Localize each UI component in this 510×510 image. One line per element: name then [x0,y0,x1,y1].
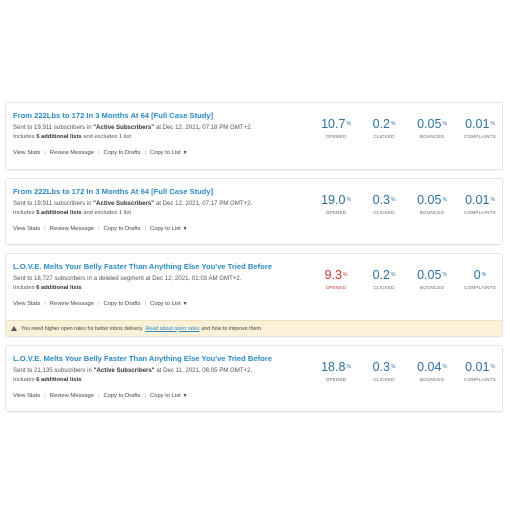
campaign-title-link[interactable]: L.O.V.E. Melts Your Belly Faster Than Anything Else You've Tried Before [13,262,272,271]
includes-prefix: Includes [13,377,37,383]
copy-to-list-label: Copy to List [150,301,181,307]
caret-down-icon: ▼ [182,301,188,307]
stat-value: 0.3 [372,193,390,207]
stat-label: COMPLAINTS [464,210,496,215]
stat-label: OPENED [325,377,347,382]
separator: | [144,150,147,156]
sent-suffix: at Dec 11, 2021, 06:05 PM GMT+2. [154,367,253,374]
stat-opened [312,268,360,290]
stat-value: 0.05 [417,268,442,282]
stat-complaints [456,360,504,382]
sent-prefix: Sent to 21,135 subscribers in [13,367,94,374]
campaign-actions [13,393,188,399]
stat-unit: % [442,272,447,278]
stat-unit: % [346,197,351,203]
stat-bounced [408,117,456,139]
campaign-sent-info: Sent to 18,727 subscribers in a deleted segment at Dec 12, 2021, 01:03 AM GMT+2. [13,275,242,282]
campaign-stats [312,268,504,290]
warning-icon [11,326,17,331]
campaign-includes-info [13,377,82,383]
stat-label: OPENED [325,134,347,139]
stat-unit: % [442,121,447,127]
caret-down-icon: ▼ [182,226,188,232]
stat-label: OPENED [325,210,347,215]
warning-suffix: and how to improve them. [201,325,263,332]
review-message-link[interactable]: Review Message [49,150,94,156]
stat-unit: % [390,197,396,203]
stat-unit: % [390,121,396,127]
copy-to-list-dropdown[interactable] [150,226,188,232]
copy-to-list-label: Copy to List [150,393,181,399]
copy-to-list-dropdown[interactable] [150,150,188,156]
stat-value: 0.3 [372,360,390,374]
sent-prefix: Sent to 19,911 subscribers in [13,200,94,207]
stat-unit: % [342,272,348,278]
stat-clicked [360,117,408,139]
stat-value: 9.3 [324,268,342,282]
campaign-sent-info [13,200,252,207]
stat-label: BOUNCED [419,377,445,382]
stat-unit: % [346,364,351,370]
separator: | [97,393,100,399]
caret-down-icon: ▼ [182,393,188,399]
stat-label: OPENED [325,285,347,290]
stat-label: COMPLAINTS [464,285,496,290]
campaign-card [5,178,503,245]
campaign-stats [312,360,504,382]
stat-unit: % [442,364,447,370]
stat-bounced [408,193,456,215]
includes-prefix: Includes [13,210,37,216]
view-stats-link[interactable]: View Stats [13,226,41,232]
campaign-card [5,102,503,170]
open-rates-link[interactable]: Read about open rates [145,325,200,332]
stat-value: 0.2 [372,117,390,131]
copy-to-drafts-link[interactable]: Copy to Drafts [103,226,141,232]
stat-value: 0.01 [465,360,490,374]
copy-to-drafts-link[interactable]: Copy to Drafts [103,393,141,399]
sent-suffix: at Dec 12, 2021, 07:17 PM GMT+2. [154,200,253,207]
caret-down-icon: ▼ [182,150,188,156]
view-stats-link[interactable]: View Stats [13,150,41,156]
view-stats-link[interactable]: View Stats [13,393,41,399]
stat-label: CLICKED [373,134,395,139]
stat-label: BOUNCED [419,210,445,215]
includes-suffix: and excludes 1 list [81,210,131,216]
stat-value: 0.04 [417,360,442,374]
campaign-title-link[interactable]: L.O.V.E. Melts Your Belly Faster Than Anything Else You've Tried Before [13,354,272,363]
campaign-stats [312,193,504,215]
stat-clicked [360,360,408,382]
stat-unit: % [490,364,495,370]
campaign-title-link[interactable]: From 222Lbs to 172 In 3 Months At 64 [Full Case Study] [13,187,214,196]
separator: | [144,226,147,232]
stat-unit: % [346,121,351,127]
stat-complaints [456,117,504,139]
stat-value: 0.05 [417,117,442,131]
stat-unit: % [490,197,495,203]
campaign-sent-info [13,124,252,131]
sent-suffix: at Dec 12, 2021, 07:18 PM GMT+2. [154,124,253,131]
stat-value: 19.0 [321,193,346,207]
stat-label: CLICKED [373,377,395,382]
stat-unit: % [390,272,396,278]
sent-prefix: Sent to 19,911 subscribers in [13,124,94,131]
campaign-card [5,345,503,412]
separator: | [44,301,46,307]
copy-to-drafts-link[interactable]: Copy to Drafts [103,301,141,307]
review-message-link[interactable]: Review Message [49,226,94,232]
stat-value: 0.05 [417,193,442,207]
separator: | [44,393,46,399]
separator: | [144,301,147,307]
campaign-includes-info [13,134,131,140]
includes-lists: 6 additional lists [36,377,82,383]
includes-lists: 5 additional lists [36,134,82,140]
stat-unit: % [442,197,447,203]
review-message-link[interactable]: Review Message [49,301,94,307]
campaign-title-link[interactable]: From 222Lbs to 172 In 3 Months At 64 [Full Case Study] [13,111,214,120]
review-message-link[interactable]: Review Message [49,393,94,399]
separator: | [44,226,46,232]
campaign-actions [13,150,188,156]
separator: | [97,150,100,156]
stat-label: BOUNCED [419,285,445,290]
separator: | [44,150,46,156]
stat-value: 10.7 [321,117,346,131]
stat-value: 0 [473,268,481,282]
stat-label: COMPLAINTS [464,134,496,139]
stat-label: CLICKED [373,285,395,290]
campaign-card [5,253,503,337]
stat-unit: % [390,364,396,370]
stat-label: COMPLAINTS [464,377,496,382]
stat-opened [312,360,360,382]
campaign-actions [13,301,188,307]
stat-value: 0.01 [465,117,490,131]
stat-label: BOUNCED [419,134,445,139]
separator: | [97,301,100,307]
open-rate-warning [6,320,502,336]
copy-to-drafts-link[interactable]: Copy to Drafts [103,150,141,156]
campaign-actions [13,226,188,232]
stat-value: 0.01 [465,193,490,207]
campaign-list [5,102,503,420]
warning-text: You need higher open rates for better inbox delivery. [21,325,144,332]
view-stats-link[interactable]: View Stats [13,301,41,307]
stat-label: CLICKED [373,210,395,215]
stat-opened [312,117,360,139]
stat-value: 0.2 [372,268,390,282]
stat-value: 18.8 [321,360,346,374]
sent-list-name: "Active Subscribers" [93,367,155,374]
stat-bounced [408,268,456,290]
stat-unit: % [490,121,495,127]
stat-bounced [408,360,456,382]
includes-prefix: Includes [13,134,37,140]
copy-to-list-dropdown[interactable] [150,301,188,307]
separator: | [144,393,147,399]
stat-opened [312,193,360,215]
stat-clicked [360,193,408,215]
sent-list-name: "Active Subscribers" [93,200,155,207]
separator: | [97,226,100,232]
includes-lists: 6 additional lists [36,285,82,291]
stat-unit: % [481,272,487,278]
includes-prefix: Includes [13,285,37,291]
copy-to-list-label: Copy to List [150,150,181,156]
campaign-includes-info [13,210,131,216]
campaign-includes-info [13,285,82,291]
sent-list-name: "Active Subscribers" [93,124,155,131]
stat-complaints [456,268,504,290]
stat-clicked [360,268,408,290]
copy-to-list-dropdown[interactable] [150,393,188,399]
campaign-sent-info [13,367,252,374]
includes-suffix: and excludes 1 list [81,134,131,140]
copy-to-list-label: Copy to List [150,226,181,232]
includes-lists: 5 additional lists [36,210,82,216]
campaign-stats [312,117,504,139]
stat-complaints [456,193,504,215]
